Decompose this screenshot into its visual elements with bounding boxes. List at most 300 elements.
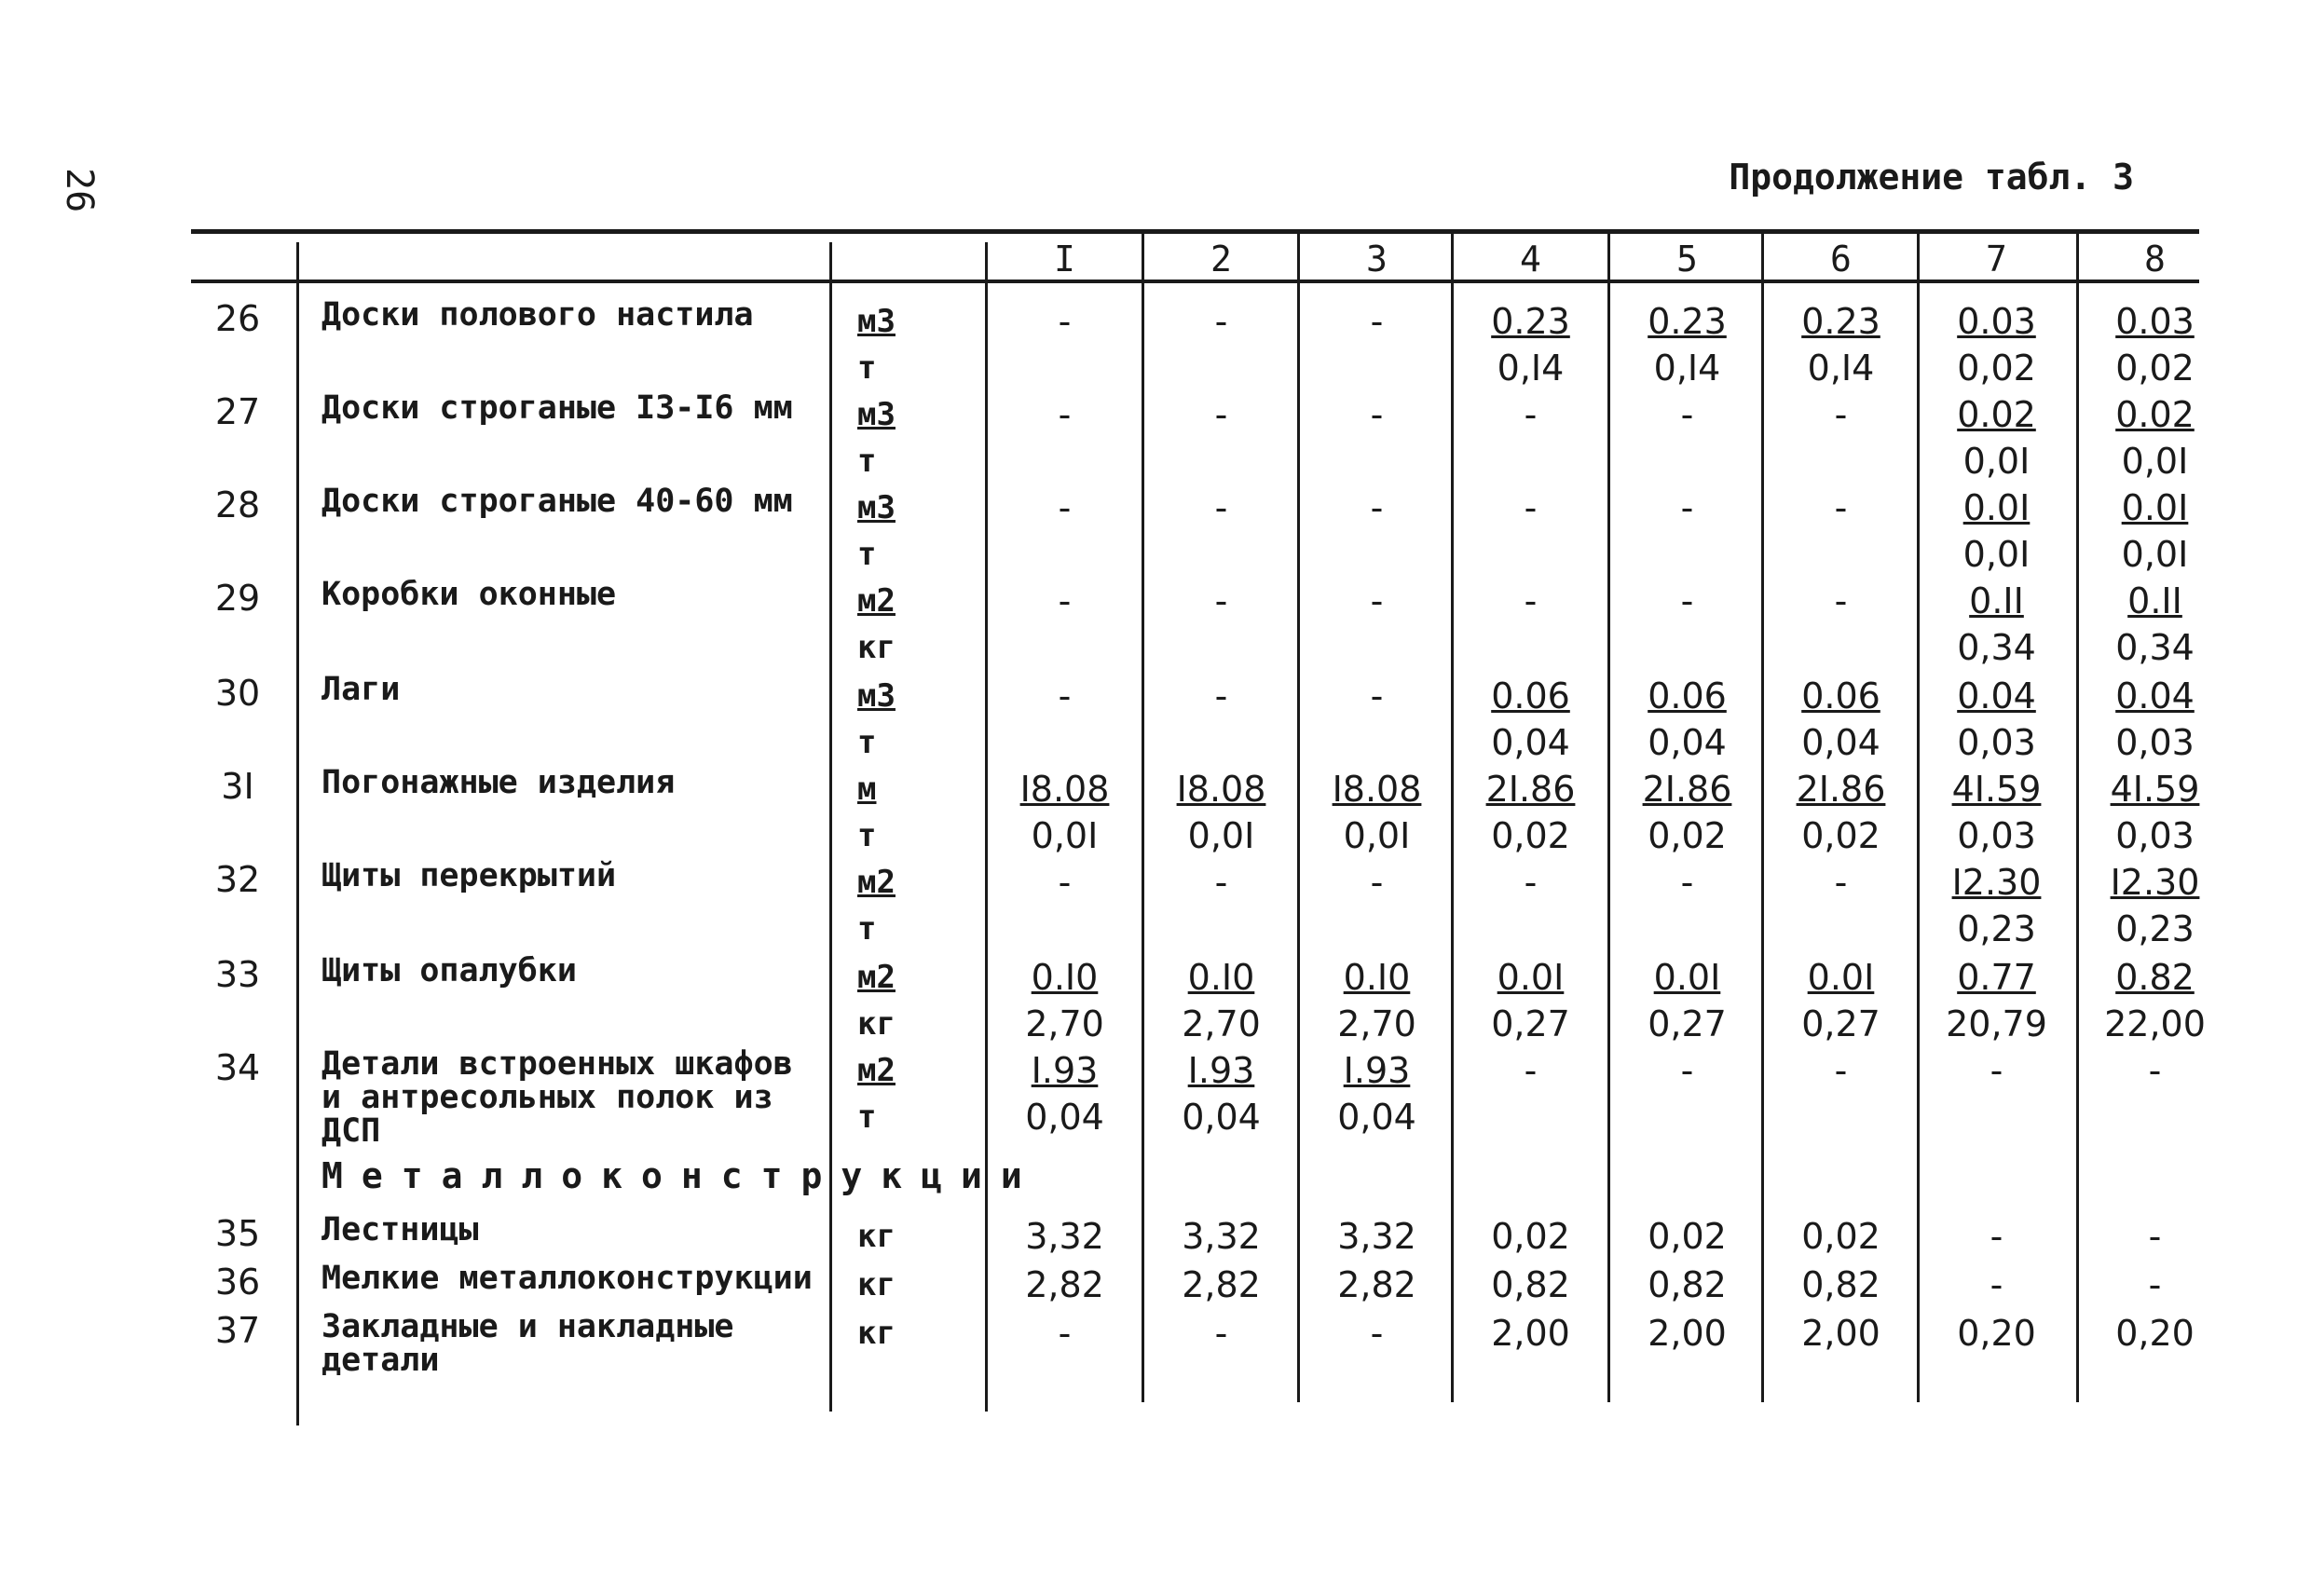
value-cell [1920,484,2073,578]
value-mass [1144,531,1298,578]
value-primary: 0.0I [1807,957,1875,998]
value-cell [1300,484,1454,578]
unit-primary: м2 [857,582,896,620]
page-number: 26 [58,168,101,213]
value-mass: 0,04 [1182,1097,1261,1138]
value-cell [988,391,1142,484]
column-header: 4 [1520,239,1541,280]
value-cell [2078,484,2232,578]
value-cell: 0,20 [1957,1313,2036,1354]
unit-cell [857,578,913,671]
value-mass: 0,02 [2115,348,2195,389]
value-cell [1300,766,1454,859]
item-name: Детали встроенных шкафов и антресольных полок из ДСП [321,1045,793,1150]
value-primary: 2I.86 [1642,769,1732,810]
value-mass [988,345,1142,391]
value-primary: - [1680,580,1694,621]
column-header: 2 [1210,239,1232,280]
value-mass: 0,04 [1025,1097,1104,1138]
value-cell: 2,82 [1025,1264,1104,1305]
value-mass: 0,34 [2115,627,2195,668]
value-cell: 3,32 [1182,1216,1261,1257]
value-primary: - [1524,394,1538,435]
item-name: Доски строганые 40-60 мм [321,483,793,520]
value-primary: - [1834,1050,1848,1091]
value-primary: 4I.59 [2110,769,2200,810]
value-cell [1144,391,1298,484]
value-primary: I2.30 [1951,862,2042,903]
value-cell [1610,766,1764,859]
value-mass: 0,03 [2115,722,2195,763]
item-name: Закладные и накладные детали [321,1308,734,1379]
value-mass: 0,23 [1957,908,2036,949]
value-cell [1300,1047,1454,1140]
column-header: 3 [1366,239,1388,280]
row-number: 35 [214,1213,261,1254]
value-cell [1610,673,1764,766]
value-mass: 0,27 [1491,1003,1570,1044]
value-cell [1454,859,1607,952]
value-primary: - [1680,394,1694,435]
value-primary: 0.23 [1491,301,1570,342]
value-cell [988,859,1142,952]
value-mass [1764,1094,1918,1140]
value-cell [1300,298,1454,391]
unit-primary: м2 [857,959,896,996]
value-cell [2078,859,2232,952]
value-primary: 0.0I [1653,957,1721,998]
value-cell [988,1047,1142,1140]
value-cell [1610,578,1764,671]
value-cell [988,673,1142,766]
column-divider [296,242,299,1425]
value-mass: 0,0I [1343,815,1411,856]
value-primary: - [1834,487,1848,528]
value-mass: 0,27 [1648,1003,1727,1044]
value-mass [1610,624,1764,671]
value-cell [988,484,1142,578]
value-mass: 0,02 [1801,815,1880,856]
value-primary: - [1058,675,1072,716]
value-mass: 0,02 [1648,815,1727,856]
value-mass [1454,906,1607,952]
value-primary: - [1524,862,1538,903]
unit-primary: м2 [857,1052,896,1089]
column-header: 5 [1676,239,1698,280]
value-cell: 2,00 [1491,1313,1570,1354]
table-top-rule [191,229,2199,234]
unit-cell [857,859,913,952]
value-primary: 0.I0 [1343,957,1411,998]
value-cell [1144,766,1298,859]
value-primary: - [1834,580,1848,621]
value-mass [1144,719,1298,766]
value-cell [1300,859,1454,952]
value-mass: 0,04 [1337,1097,1416,1138]
column-header: 7 [1986,239,2007,280]
value-primary: - [1834,862,1848,903]
value-mass [1610,906,1764,952]
unit-cell [857,391,913,484]
value-cell [1764,954,1918,1047]
value-primary: 2I.86 [1485,769,1576,810]
value-primary: 0.02 [2115,394,2195,435]
value-primary: 0.I0 [1031,957,1099,998]
value-cell [1764,673,1918,766]
value-primary: - [1680,862,1694,903]
value-cell [1610,391,1764,484]
value-primary: - [1214,394,1228,435]
value-mass: 0,04 [1801,722,1880,763]
value-cell: 0,02 [1801,1216,1880,1257]
column-header: I [1054,239,1075,280]
column-header: 8 [2144,239,2166,280]
value-mass: 0,04 [1648,722,1727,763]
value-primary: - [1370,487,1384,528]
value-mass: 0,02 [1957,348,2036,389]
value-mass [988,531,1142,578]
value-primary: - [2148,1050,2162,1091]
value-primary: - [1370,301,1384,342]
row-number: 30 [214,673,261,714]
value-mass [988,438,1142,484]
value-mass: 0,0I [1962,441,2031,482]
unit-primary: м3 [857,303,896,340]
value-primary: 0.23 [1801,301,1880,342]
value-primary: 0.03 [1957,301,2036,342]
value-mass [1764,531,1918,578]
value-primary: - [1058,862,1072,903]
value-cell: - [1058,1313,1072,1354]
value-mass [1764,438,1918,484]
value-cell: - [1990,1216,2003,1257]
unit-primary: м2 [857,864,896,901]
value-mass [1454,624,1607,671]
value-cell: - [1990,1264,2003,1305]
value-mass [1764,906,1918,952]
value-cell: 0,02 [1648,1216,1727,1257]
column-divider [829,242,832,1412]
value-cell [1764,391,1918,484]
value-primary: - [1058,301,1072,342]
unit-mass: т [857,536,877,573]
value-cell [1610,484,1764,578]
item-name: Доски строганые I3-I6 мм [321,389,793,427]
value-mass [988,624,1142,671]
value-mass: 0,03 [1957,815,2036,856]
value-primary: - [1370,394,1384,435]
value-cell [1144,954,1298,1047]
value-cell [1454,1047,1607,1140]
value-cell [1454,578,1607,671]
value-cell: 2,00 [1801,1313,1880,1354]
unit-mass: т [857,724,877,761]
unit-cell [857,1047,913,1140]
value-primary: I8.08 [1019,769,1110,810]
value-mass [1454,438,1607,484]
unit-mass: т [857,349,877,387]
unit-primary: м3 [857,396,896,433]
value-primary: - [1214,580,1228,621]
value-mass [1300,624,1454,671]
value-mass: 2,70 [1182,1003,1261,1044]
unit-cell [857,673,913,766]
value-cell [988,766,1142,859]
value-primary: 0.0I [2121,487,2189,528]
item-name: Доски полового настила [321,296,754,334]
value-cell [1920,578,2073,671]
unit-primary: м3 [857,677,896,715]
unit-cell [857,954,913,1047]
value-cell [1764,1047,1918,1140]
value-mass [1144,906,1298,952]
row-number: 28 [214,484,261,525]
value-cell [2078,673,2232,766]
value-primary: - [1214,487,1228,528]
value-primary: - [1214,675,1228,716]
value-primary: I8.08 [1176,769,1266,810]
value-cell: 0,82 [1801,1264,1880,1305]
value-primary: - [1524,1050,1538,1091]
value-primary: - [1370,580,1384,621]
value-mass [1300,438,1454,484]
value-primary: 0.82 [2115,957,2195,998]
value-cell: 2,82 [1337,1264,1416,1305]
value-primary: - [1370,862,1384,903]
value-mass: 0,0I [2121,441,2189,482]
value-primary: 0.I0 [1187,957,1255,998]
value-cell [2078,391,2232,484]
value-primary: 0.0I [1962,487,2031,528]
value-primary: 0.77 [1957,957,2036,998]
value-primary: - [1058,487,1072,528]
value-primary: 0.03 [2115,301,2195,342]
value-mass: 0,34 [1957,627,2036,668]
row-number: 29 [214,578,261,619]
value-cell [1764,859,1918,952]
value-primary: 0.02 [1957,394,2036,435]
value-cell [1300,391,1454,484]
value-primary: 4I.59 [1951,769,2042,810]
value-cell [1144,1047,1298,1140]
value-cell: 0,20 [2115,1313,2195,1354]
value-mass: 0,I4 [1497,348,1565,389]
value-cell [1454,673,1607,766]
value-cell [1920,859,2073,952]
value-cell [1300,578,1454,671]
value-cell [2078,298,2232,391]
value-mass [1610,1094,1764,1140]
unit-cell: кг [857,1266,896,1303]
value-cell: 3,32 [1337,1216,1416,1257]
section-title: Металлоконструкции [321,1155,1041,1196]
value-cell [1764,766,1918,859]
unit-cell [857,484,913,578]
value-cell [1920,954,2073,1047]
table-caption: Продолжение табл. 3 [1729,157,2134,198]
value-primary: - [1680,1050,1694,1091]
row-number: 34 [214,1047,261,1088]
value-mass: 0,02 [1491,815,1570,856]
value-primary: - [1834,394,1848,435]
item-name: Лестницы [321,1211,479,1248]
unit-cell: кг [857,1218,896,1255]
item-name: Щиты перекрытий [321,857,617,894]
value-mass: 0,03 [1957,722,2036,763]
unit-mass: т [857,910,877,948]
value-mass [1610,531,1764,578]
item-name: Щиты опалубки [321,952,577,989]
value-mass [2078,1094,2232,1140]
value-cell: 0,82 [1491,1264,1570,1305]
value-mass: 0,0I [1187,815,1255,856]
value-cell [1144,578,1298,671]
value-mass: 0,I4 [1653,348,1721,389]
value-mass [1454,1094,1607,1140]
value-primary: 0.0I [1497,957,1565,998]
value-primary: - [1058,580,1072,621]
value-cell: 0,82 [1648,1264,1727,1305]
value-mass [1920,1094,2073,1140]
value-primary: I.93 [1343,1050,1411,1091]
value-mass [1764,624,1918,671]
value-cell [988,578,1142,671]
value-cell: - [2148,1216,2162,1257]
value-mass [1144,438,1298,484]
value-cell [1454,766,1607,859]
value-cell [1610,954,1764,1047]
value-cell [988,298,1142,391]
value-primary: - [1680,487,1694,528]
value-cell: 2,82 [1182,1264,1261,1305]
value-primary: - [1524,580,1538,621]
value-cell [1920,1047,2073,1140]
value-cell [1300,954,1454,1047]
value-mass: 0,0I [2121,534,2189,575]
value-cell: - [2148,1264,2162,1305]
value-mass: 0,03 [2115,815,2195,856]
unit-mass: т [857,443,877,480]
item-name: Лаги [321,671,401,708]
value-cell [1454,484,1607,578]
value-primary: I2.30 [2110,862,2200,903]
value-cell [1920,298,2073,391]
value-mass: 2,70 [1337,1003,1416,1044]
item-name: Коробки оконные [321,576,617,613]
value-mass [1300,345,1454,391]
value-primary: 0.06 [1648,675,1727,716]
value-cell [2078,954,2232,1047]
value-mass: 2,70 [1025,1003,1104,1044]
row-number: 37 [214,1310,261,1351]
value-cell [2078,766,2232,859]
value-cell [1920,391,2073,484]
value-primary: 2I.86 [1796,769,1886,810]
value-cell [1144,859,1298,952]
item-name: Мелкие металлоконструкции [321,1260,813,1297]
unit-mass: кг [857,1005,896,1043]
value-cell [1454,391,1607,484]
value-mass: 0,0I [1031,815,1099,856]
item-name: Погонажные изделия [321,764,676,801]
value-primary: 0.04 [1957,675,2036,716]
value-cell: 0,02 [1491,1216,1570,1257]
value-cell [2078,578,2232,671]
value-primary: 0.II [1969,580,2024,621]
value-cell: 3,32 [1025,1216,1104,1257]
row-number: 3I [221,766,254,807]
row-number: 33 [214,954,261,995]
value-mass: 0,0I [1962,534,2031,575]
value-cell [1144,673,1298,766]
value-mass: 0,23 [2115,908,2195,949]
row-number: 26 [214,298,261,339]
value-cell [1920,673,2073,766]
value-cell [1300,673,1454,766]
value-mass [1300,906,1454,952]
value-mass [1300,531,1454,578]
value-primary: - [1370,675,1384,716]
value-primary: 0.II [2127,580,2182,621]
value-primary: - [1058,394,1072,435]
unit-cell [857,766,913,859]
value-cell [1764,298,1918,391]
value-mass [988,719,1142,766]
value-mass [1454,531,1607,578]
value-cell [2078,1047,2232,1140]
value-mass: 20,79 [1946,1003,2047,1044]
value-cell [1764,578,1918,671]
row-number: 32 [214,859,261,900]
value-cell [1454,298,1607,391]
value-cell [1764,484,1918,578]
value-mass [1610,438,1764,484]
unit-primary: м [857,771,877,808]
value-primary: - [1990,1050,2003,1091]
value-primary: 0.06 [1491,675,1570,716]
value-mass [988,906,1142,952]
value-mass: 0,27 [1801,1003,1880,1044]
row-number: 36 [214,1262,261,1303]
value-cell [1610,298,1764,391]
value-primary: 0.23 [1648,301,1727,342]
row-number: 27 [214,391,261,432]
value-cell [1454,954,1607,1047]
value-mass [1144,345,1298,391]
value-primary: 0.06 [1801,675,1880,716]
value-primary: I8.08 [1332,769,1422,810]
value-cell [1144,298,1298,391]
column-header: 6 [1830,239,1852,280]
table-header-rule [191,280,2199,283]
value-cell [1610,1047,1764,1140]
unit-cell [857,298,913,391]
value-mass [1300,719,1454,766]
value-primary: - [1214,862,1228,903]
value-cell [1144,484,1298,578]
value-mass: 0,I4 [1807,348,1875,389]
value-primary: - [1524,487,1538,528]
unit-mass: т [857,1098,877,1136]
value-cell: 2,00 [1648,1313,1727,1354]
value-cell [988,954,1142,1047]
value-mass [1144,624,1298,671]
unit-cell: кг [857,1315,896,1352]
value-cell [1610,859,1764,952]
unit-mass: кг [857,629,896,666]
value-mass: 0,04 [1491,722,1570,763]
unit-mass: т [857,817,877,854]
